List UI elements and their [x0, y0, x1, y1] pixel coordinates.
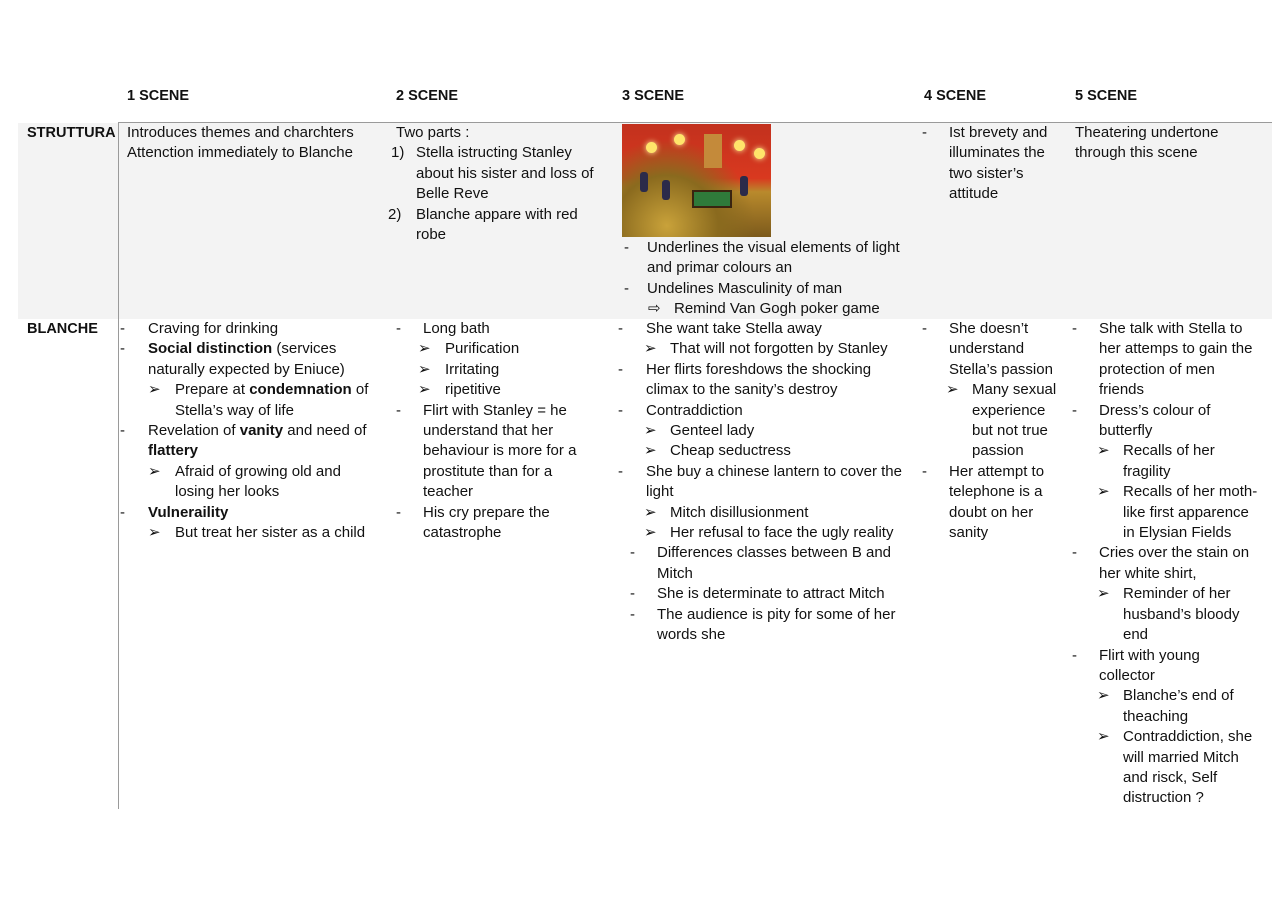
bullet-item: - Undelines Masculinity of man — [622, 279, 917, 299]
dash-marker: - — [630, 585, 635, 603]
text-line: collector — [1099, 666, 1155, 684]
bullet-item: - Her flirts foreshdows the shocking — [618, 360, 918, 380]
text-line: end — [1123, 626, 1149, 644]
dash-marker: - — [922, 462, 927, 480]
sub-bullet-item: ➢ Purification — [396, 339, 576, 359]
arrow-bullet-icon: ➢ — [418, 340, 431, 358]
blanche-scene2-cell — [396, 319, 576, 543]
text-line: naturally expected by Eniuce) — [148, 360, 345, 378]
struttura-scene4-cell — [922, 123, 1047, 205]
arrow-bullet-icon: ➢ — [148, 381, 161, 399]
sub-bullet-item: ➢ Genteel lady — [618, 421, 918, 441]
bullet-item: - The audience is pity for some of her — [618, 605, 918, 625]
text-line: about his sister and loss of — [416, 164, 594, 182]
text-line: fragility — [1123, 462, 1171, 480]
sub-bullet-item: ➢ Her refusal to face the ugly reality — [618, 523, 918, 543]
dash-marker: - — [120, 503, 125, 521]
sub-bullet-item: ➢ Recalls of her moth- — [1072, 482, 1257, 502]
bullet-item: - Flirt with young — [1072, 646, 1257, 666]
sub-bullet-item: ➢ Contraddiction, she — [1072, 727, 1257, 747]
text-line: catastrophe — [423, 524, 502, 542]
dash-marker: - — [396, 503, 401, 521]
sub-bullet-item: ➢ Many sexual — [922, 380, 1056, 400]
dash-marker: - — [1072, 320, 1077, 337]
text-line: losing her looks — [175, 483, 280, 501]
bullet-item: - Long bath — [396, 319, 576, 339]
text-line: and primar colours an — [647, 259, 793, 277]
bullet-item: - Ist brevety and — [922, 123, 1047, 143]
struttura-scene5-cell — [1075, 123, 1218, 164]
text-line: theaching — [1123, 707, 1189, 725]
dash-marker: - — [396, 320, 401, 337]
text-line: butterfly — [1099, 422, 1153, 440]
struttura-scene3-cell — [622, 238, 917, 320]
dash-marker: - — [1072, 544, 1077, 562]
bullet-item: - Underlines the visual elements of light — [622, 238, 917, 258]
sub-bullet-item: ➢ Cheap seductress — [618, 441, 918, 461]
text-line: Attenction immediately to Blanche — [127, 144, 353, 162]
bullet-item: - Her attempt to — [922, 462, 1056, 482]
text-line: Stella’s passion — [949, 360, 1053, 378]
text-line: climax to the sanity’s destroy — [646, 381, 838, 399]
bullet-item: - She want take Stella away — [618, 319, 918, 339]
struttura-scene1-cell — [127, 123, 354, 164]
item-number: 1) — [391, 144, 405, 162]
bullet-item: - Vulneraility — [120, 503, 368, 523]
text-line: but not true — [972, 422, 1048, 440]
sub-bullet-item: ➢ Reminder of her — [1072, 584, 1257, 604]
arrow-bullet-icon: ➢ — [1097, 687, 1110, 705]
sub-bullet-item: ➢ ripetitive — [396, 380, 576, 400]
text-line: friends — [1099, 381, 1145, 399]
text-line: flattery — [148, 442, 199, 460]
sub-bullet-item: ⇨ Remind Van Gogh poker game — [622, 299, 917, 319]
arrow-bullet-icon: ➢ — [1097, 728, 1110, 746]
text-line: teacher — [423, 483, 474, 501]
dash-marker: - — [618, 360, 623, 378]
text-line: like first apparence — [1123, 503, 1249, 521]
blanche-scene1-cell — [120, 319, 368, 543]
row-label-rule — [118, 122, 119, 809]
text-line: Mitch — [657, 564, 693, 582]
dash-marker: - — [120, 340, 125, 358]
bullet-item: - Cries over the stain on — [1072, 543, 1257, 563]
bullet-item: - Craving for drinking — [120, 319, 368, 339]
sub-bullet-item: ➢ Blanche’s end of — [1072, 686, 1257, 706]
bullet-item: - Flirt with Stanley = he — [396, 401, 576, 421]
dash-marker: - — [922, 320, 927, 337]
text-line: in Elysian Fields — [1123, 524, 1232, 542]
arrow-bullet-icon: ➢ — [418, 360, 431, 378]
text-line: protection of men — [1099, 360, 1215, 378]
text-line: illuminates the — [949, 144, 1045, 162]
text-line: attitude — [949, 185, 999, 203]
bullet-item: - Dress’s colour of — [1072, 401, 1257, 421]
arrow-icon: ⇨ — [648, 300, 661, 318]
bullet-item: - She talk with Stella to — [1072, 319, 1257, 339]
arrow-bullet-icon: ➢ — [644, 442, 657, 460]
bullet-item: - Social distinction (services — [120, 339, 368, 359]
bullet-item: - His cry prepare the — [396, 503, 576, 523]
dash-marker: - — [624, 239, 629, 256]
item-number: 2) — [388, 205, 402, 223]
sub-bullet-item: ➢ Afraid of growing old and — [120, 462, 368, 482]
arrow-bullet-icon: ➢ — [148, 524, 161, 542]
dash-marker: - — [120, 320, 125, 337]
blanche-scene3-cell — [618, 319, 918, 646]
text-line: experience — [972, 401, 1046, 419]
blanche-scene4-cell — [922, 319, 1056, 543]
text-line: distruction ? — [1123, 789, 1204, 807]
text-line: Two parts : — [396, 124, 470, 141]
numbered-item: 2) Blanche appare with red — [396, 205, 621, 225]
blanche-scene5-cell — [1072, 319, 1257, 809]
text-line: robe — [416, 226, 447, 244]
bullet-item: - She buy a chinese lantern to cover the — [618, 462, 918, 482]
text-line: behaviour is more for a — [423, 442, 577, 460]
text-line: her white shirt, — [1099, 564, 1197, 582]
bullet-item: - She is determinate to attract Mitch — [618, 584, 918, 604]
dash-marker: - — [618, 401, 623, 419]
dash-marker: - — [624, 279, 629, 297]
struttura-scene2-cell — [388, 123, 621, 245]
header-scene-5: 5 SCENE — [1075, 88, 1138, 104]
arrow-bullet-icon: ➢ — [644, 503, 657, 521]
dash-marker: - — [630, 605, 635, 623]
text-line: understand that her — [423, 422, 554, 440]
bullet-item: - She doesn’t — [922, 319, 1056, 339]
dash-marker: - — [120, 422, 125, 440]
dash-marker: - — [1072, 646, 1077, 664]
row-label-struttura: STRUTTURA — [27, 125, 116, 141]
header-scene-2: 2 SCENE — [396, 88, 459, 104]
bullet-item: - Contraddiction — [618, 401, 918, 421]
text-line: Belle Reve — [416, 185, 489, 203]
text-line: through this scene — [1075, 144, 1198, 162]
arrow-bullet-icon: ➢ — [1097, 585, 1110, 603]
text-line: husband’s bloody — [1123, 605, 1240, 623]
text-line: Stella’s way of life — [175, 401, 294, 419]
text-line: prostitute than for a — [423, 462, 553, 480]
header-scene-3: 3 SCENE — [622, 88, 685, 104]
arrow-bullet-icon: ➢ — [1097, 483, 1110, 501]
dash-marker: - — [396, 401, 401, 419]
text-line: light — [646, 483, 674, 501]
text-line: two sister’s — [949, 164, 1024, 182]
arrow-bullet-icon: ➢ — [148, 462, 161, 480]
sub-bullet-item: ➢ That will not forgotten by Stanley — [618, 339, 918, 359]
dash-marker: - — [1072, 401, 1077, 419]
van-gogh-night-cafe-image — [622, 124, 771, 237]
text-line: understand — [949, 340, 1025, 358]
sub-bullet-item: ➢ Recalls of her — [1072, 441, 1257, 461]
arrow-bullet-icon: ➢ — [644, 340, 657, 358]
text-line: words she — [657, 626, 726, 644]
dash-marker: - — [618, 320, 623, 337]
bullet-item: - Revelation of vanity and need of — [120, 421, 368, 441]
bullet-item: - Differences classes between B and — [618, 543, 918, 563]
header-scene-1: 1 SCENE — [127, 88, 190, 104]
text-line: her attemps to gain the — [1099, 340, 1253, 358]
arrow-bullet-icon: ➢ — [644, 524, 657, 542]
sub-bullet-item: ➢ But treat her sister as a child — [120, 523, 368, 543]
arrow-bullet-icon: ➢ — [644, 422, 657, 440]
sub-bullet-item: ➢ Mitch disillusionment — [618, 503, 918, 523]
text-line: passion — [972, 442, 1024, 460]
text-line: telephone is a — [949, 483, 1043, 501]
arrow-bullet-icon: ➢ — [946, 381, 959, 399]
text-line: Theatering undertone — [1075, 124, 1219, 141]
row-label-blanche: BLANCHE — [27, 321, 98, 337]
arrow-bullet-icon: ➢ — [1097, 442, 1110, 460]
header-scene-4: 4 SCENE — [924, 88, 987, 104]
text-line: doubt on her — [949, 503, 1034, 521]
text-line: Introduces themes and charchters — [127, 124, 354, 141]
dash-marker: - — [922, 124, 927, 141]
text-line: and risck, Self — [1123, 768, 1218, 786]
text-line: sanity — [949, 524, 989, 542]
dash-marker: - — [630, 544, 635, 562]
text-line: will married Mitch — [1123, 748, 1239, 766]
sub-bullet-item: ➢ Irritating — [396, 360, 576, 380]
dash-marker: - — [618, 462, 623, 480]
sub-bullet-item: ➢ Prepare at condemnation of — [120, 380, 368, 400]
arrow-bullet-icon: ➢ — [418, 381, 431, 399]
numbered-item: 1) Stella istructing Stanley — [396, 143, 621, 163]
